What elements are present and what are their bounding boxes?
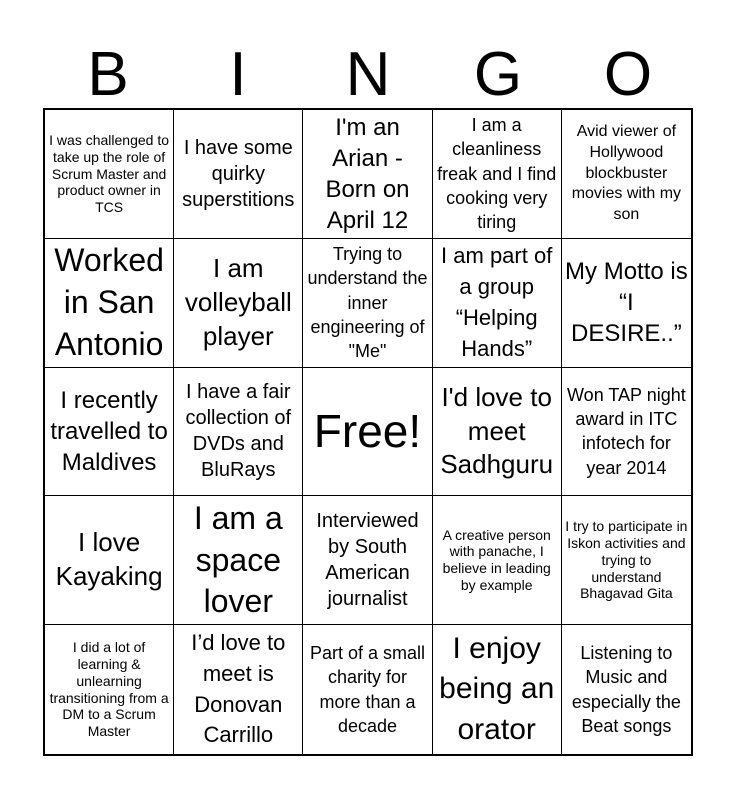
cell-text: Won TAP night award in ITC infotech for year 2014 [567, 384, 686, 478]
bingo-cell-r1c3[interactable] [303, 110, 432, 239]
bingo-cell-r5c1[interactable] [45, 625, 174, 754]
bingo-cell-r2c2[interactable] [174, 239, 303, 368]
cell-text: Worked in San Antonio [54, 242, 164, 362]
cell-text: I'd love to meet Sadhguru [440, 381, 554, 480]
cell-text: I try to participate in Iskon activities and trying to understand Bhagavad Gita [565, 518, 688, 602]
bingo-cell-r3c4[interactable] [433, 368, 562, 497]
bingo-cell-r3c2[interactable] [174, 368, 303, 497]
header-letter-g: G [473, 40, 523, 109]
free-space[interactable] [303, 368, 432, 497]
cell-text: My Motto is “I DESIRE..” [565, 257, 688, 348]
cell-text: Listening to Music and especially the Beat songs [571, 643, 681, 736]
bingo-cell-r1c4[interactable] [433, 110, 562, 239]
header-letter-n: N [345, 40, 391, 109]
bingo-cell-r5c4[interactable] [433, 625, 562, 754]
cell-text: I am part of a group “Helping Hands” [441, 243, 553, 361]
cell-text: Avid viewer of Hollywood blockbuster movies with my son [571, 122, 682, 224]
bingo-cell-r5c5[interactable] [562, 625, 691, 754]
cell-text: I love Kayaking [55, 527, 163, 592]
cell-text: I am a space lover [193, 499, 283, 620]
cell-text: Interviewed by South American journalist [316, 510, 419, 611]
cell-text: I enjoy being an orator [439, 631, 555, 746]
bingo-cell-r4c3[interactable] [303, 496, 432, 625]
cell-text: I'm an Arian - Born on April 12 [325, 113, 410, 235]
bingo-cell-r3c1[interactable] [45, 368, 174, 497]
bingo-cell-r4c4[interactable] [433, 496, 562, 625]
cell-text: I was challenged to take up the role of Scrum Master and product owner in TCS [49, 131, 170, 216]
cell-text: Part of a small charity for more than a decade [309, 643, 426, 736]
bingo-cell-r2c5[interactable] [562, 239, 691, 368]
bingo-cell-r1c2[interactable] [174, 110, 303, 239]
cell-text: I have a fair collection of DVDs and BluRays [185, 381, 292, 482]
cell-text: I am volleyball player [184, 253, 292, 351]
free-space-label: Free! [313, 404, 422, 457]
bingo-cell-r5c2[interactable] [174, 625, 303, 754]
bingo-cell-r2c4[interactable] [433, 239, 562, 368]
header-letter-b: B [87, 40, 129, 109]
cell-text: I recently travelled to Maldives [50, 386, 168, 477]
cell-text: A creative person with panache, I believe in leading by example [442, 526, 551, 594]
bingo-cell-r4c2[interactable] [174, 496, 303, 625]
cell-text: I am a cleanliness freak and I find cooking very tiring [437, 115, 557, 233]
bingo-cell-r2c1[interactable] [45, 239, 174, 368]
bingo-cell-r1c1[interactable] [45, 110, 174, 239]
bingo-cell-r4c1[interactable] [45, 496, 174, 625]
cell-text: Trying to understand the inner engineering of "Me" [307, 243, 428, 362]
bingo-header [43, 40, 693, 110]
cell-text: I’d love to meet is Donovan Carrillo [191, 630, 286, 748]
header-letter-o: O [603, 40, 653, 109]
bingo-board [43, 108, 693, 756]
bingo-cell-r2c3[interactable] [303, 239, 432, 368]
header-letter-i: I [229, 40, 247, 109]
bingo-cell-r3c5[interactable] [562, 368, 691, 497]
bingo-cell-r1c5[interactable] [562, 110, 691, 239]
cell-text: I did a lot of learning & unlearning transitioning from a DM to a Scrum Master [49, 639, 169, 740]
cell-text: I have some quirky superstitions [182, 136, 295, 211]
bingo-cell-r4c5[interactable] [562, 496, 691, 625]
bingo-cell-r5c3[interactable] [303, 625, 432, 754]
